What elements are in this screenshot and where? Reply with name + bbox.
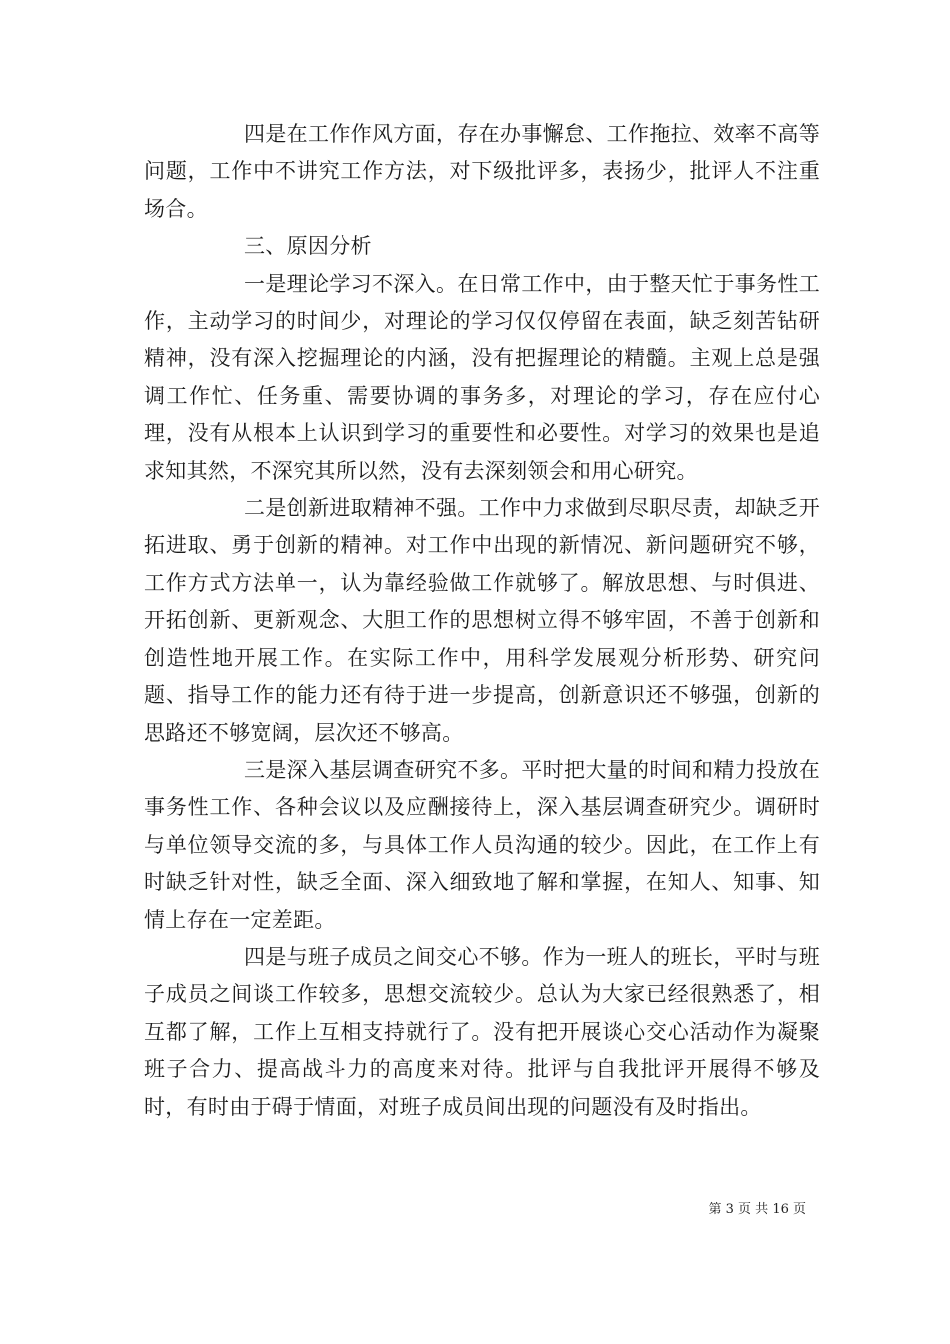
paragraph-theory-study: 一是理论学习不深入。在日常工作中，由于整天忙于事务性工作，主动学习的时间少，对理论的学习仅仅停留在表面，缺乏刻苦钻研精神，没有深入挖掘理论的内涵，没有把握理论的精髓。主观上总是强调工作忙、任务重、需要协调的事务多，对理论的学习，存在应付心理，没有从根本上认识到学习的重要性和必要性。对学习的效果也是追求知其然，不深究其所以然，没有去深刻领会和用心研究。 (144, 271, 820, 483)
paragraph-innovation: 二是创新进取精神不强。工作中力求做到尽职尽责，却缺乏开拓进取、勇于创新的精神。对工作中出现的新情况、新问题研究不够，工作方式方法单一，认为靠经验做工作就够了。解放思想、与时俱进、开拓创新、更新观念、大胆工作的思想树立得不够牢固，不善于创新和创造性地开展工作。在实际工作中，用科学发展观分析形势、研究问题、指导工作的能力还有待于进一步提高，创新意识还不够强，创新的思路还不够宽阔，层次还不够高。 (144, 496, 820, 745)
paragraph-work-style: 四是在工作作风方面，存在办事懈怠、工作拖拉、效率不高等问题，工作中不讲究工作方法，对下级批评多，表扬少，批评人不注重场合。 (144, 122, 820, 221)
section-heading-cause-analysis: 三、原因分析 (244, 234, 372, 259)
paragraph-team-communication: 四是与班子成员之间交心不够。作为一班人的班长，平时与班子成员之间谈工作较多，思想交流较少。总认为大家已经很熟悉了，相互都了解，工作上互相支持就行了。没有把开展谈心交心活动作为凝聚班子合力、提高战斗力的高度来对待。批评与自我批评开展得不够及时，有时由于碍于情面，对班子成员间出现的问题没有及时指出。 (144, 944, 820, 1119)
paragraph-grassroots-research: 三是深入基层调查研究不多。平时把大量的时间和精力投放在事务性工作、各种会议以及应酬接待上，深入基层调查研究少。调研时与单位领导交流的多，与具体工作人员沟通的较少。因此，在工作上有时缺乏针对性，缺乏全面、深入细致地了解和掌握，在知人、知事、知情上存在一定差距。 (144, 757, 820, 932)
document-body (144, 116, 820, 1126)
page-number-footer: 第 3 页 共 16 页 (708, 1202, 806, 1217)
